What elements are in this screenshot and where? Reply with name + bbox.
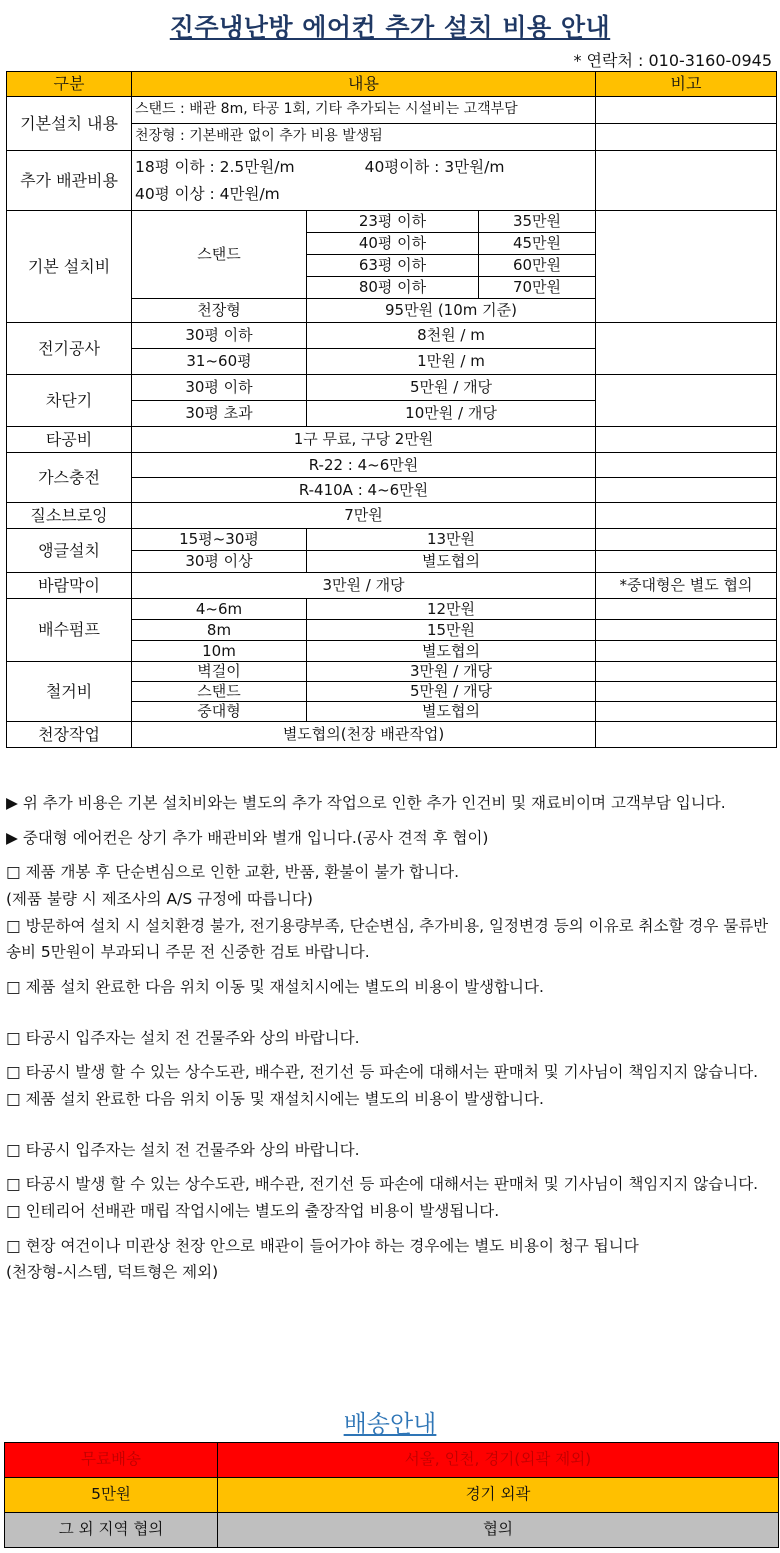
note-item: □ 타공시 발생 할 수 있는 상수도관, 배수관, 전기선 등 파손에 대해서는 판매처 및 기사님이 책임지지 않습니다.: [6, 1063, 759, 1082]
cell-text: 천장형 : 기본배관 없이 추가 비용 발생됨: [132, 124, 596, 151]
row-label: 기본설치 내용: [7, 97, 132, 151]
remark-cell: *중대형은 별도 협의: [596, 573, 777, 599]
table-row: [7, 503, 777, 529]
price-cell: 별도협의: [307, 641, 596, 662]
price-cell: 15만원: [307, 620, 596, 641]
note-item: ▶ 위 추가 비용은 기본 설치비와는 별도의 추가 작업으로 인한 추가 인건비 및 재료비이며 고객부담 입니다.: [6, 794, 726, 812]
cell-text: 스탠드 : 배관 8m, 타공 1회, 기타 추가되는 시설비는 고객부담: [132, 97, 596, 124]
price-cell: 10만원 / 개당: [307, 401, 596, 427]
note-item: □ 타공시 발생 할 수 있는 상수도관, 배수관, 전기선 등 파손에 대해서는 판매처 및 기사님이 책임지지 않습니다.: [6, 1175, 759, 1194]
price-cell: 13만원: [307, 529, 596, 551]
size-cell: 15평~30평: [132, 529, 307, 551]
price-cell: 5만원 / 개당: [307, 682, 596, 702]
remark-cell: [596, 620, 777, 641]
table-row: [7, 599, 777, 620]
price-cell: 별도협의: [307, 551, 596, 573]
remark-cell: [596, 722, 777, 748]
pipe-rate-mid: 40평이하 : 3만원/m: [364, 158, 505, 177]
row-label: 바람막이: [7, 573, 132, 599]
size-cell: 중대형: [132, 702, 307, 722]
ceiling-label: 천장형: [132, 299, 307, 323]
row-label: 가스충전: [7, 453, 132, 503]
price-cell: R-410A : 4~6만원: [132, 478, 596, 503]
price-cell: 60만원: [479, 255, 596, 277]
pipe-rate-large: 40평 이상 : 4만원/m: [135, 184, 280, 203]
remark-cell: [596, 211, 777, 323]
table-row: [7, 427, 777, 453]
price-cell: 70만원: [479, 277, 596, 299]
remark-cell: [596, 641, 777, 662]
remark-cell: [596, 151, 777, 211]
table-row: [7, 97, 777, 124]
notes-section: [6, 790, 776, 1286]
size-cell: 30평 이하: [132, 323, 307, 349]
size-cell: 31~60평: [132, 349, 307, 375]
size-cell: 30평 이상: [132, 551, 307, 573]
price-cell: 별도협의: [307, 702, 596, 722]
size-cell: 벽걸이: [132, 662, 307, 682]
size-cell: 40평 이하: [307, 233, 479, 255]
row-label: 기본 설치비: [7, 211, 132, 323]
pipe-rate-small: 18평 이하 : 2.5만원/m: [135, 158, 295, 177]
row-label: 천장작업: [7, 722, 132, 748]
remark-cell: [596, 529, 777, 551]
table-row: [7, 662, 777, 682]
note-item: □ 현장 여건이나 미관상 천장 안으로 배관이 들어가야 하는 경우에는 별도 비용이 청구 됩니다: [6, 1236, 639, 1255]
remark-cell: [596, 453, 777, 478]
row-label: 추가 배관비용: [7, 151, 132, 211]
remark-cell: [596, 97, 777, 124]
price-cell: 1만원 / m: [307, 349, 596, 375]
note-item: ▶ 중대형 에어컨은 상기 추가 배관비와 별개 입니다.(공사 견적 후 협이): [6, 828, 489, 847]
remark-cell: [596, 599, 777, 620]
table-row: [7, 529, 777, 551]
note-item: (천장형-시스템, 덕트형은 제외): [6, 1263, 219, 1282]
note-item: □ 제품 설치 완료한 다음 위치 이동 및 재설치시에는 별도의 비용이 발생합니다.: [6, 1089, 544, 1108]
remark-cell: [596, 478, 777, 503]
remark-cell: [596, 427, 777, 453]
price-cell: 12만원: [307, 599, 596, 620]
shipping-table: [4, 1442, 779, 1548]
header-content: 내용: [132, 72, 596, 97]
stand-label: 스탠드: [132, 211, 307, 299]
price-cell: 95만원 (10m 기준): [307, 299, 596, 323]
price-cell: 45만원: [479, 233, 596, 255]
row-label: 타공비: [7, 427, 132, 453]
shipping-price: 5만원: [5, 1478, 218, 1513]
price-cell: 3만원 / 개당: [307, 662, 596, 682]
size-cell: 23평 이하: [307, 211, 479, 233]
remark-cell: [596, 702, 777, 722]
shipping-region: 서울, 인천, 경기(외곽 제외): [218, 1443, 779, 1478]
row-label: 철거비: [7, 662, 132, 722]
table-row: [7, 323, 777, 349]
size-cell: 10m: [132, 641, 307, 662]
size-cell: 스탠드: [132, 682, 307, 702]
row-label: 전기공사: [7, 323, 132, 375]
price-cell: 3만원 / 개당: [132, 573, 596, 599]
table-row: [5, 1478, 779, 1513]
size-cell: 4~6m: [132, 599, 307, 620]
price-cell: 7만원: [132, 503, 596, 529]
cell-text: [132, 151, 596, 211]
table-row: [7, 151, 777, 211]
table-row: [7, 722, 777, 748]
size-cell: 8m: [132, 620, 307, 641]
table-row: [7, 453, 777, 478]
shipping-price: 무료배송: [5, 1443, 218, 1478]
remark-cell: [596, 682, 777, 702]
note-item: □ 타공시 입주자는 설치 전 건물주와 상의 바랍니다.: [6, 1028, 360, 1047]
page-title: 진주냉난방 에어컨 추가 설치 비용 안내: [169, 13, 611, 42]
shipping-region: 협의: [218, 1513, 779, 1548]
price-cell: R-22 : 4~6만원: [132, 453, 596, 478]
remark-cell: [596, 662, 777, 682]
row-label: 차단기: [7, 375, 132, 427]
remark-cell: [596, 551, 777, 573]
table-row: [7, 375, 777, 401]
row-label: 질소브로잉: [7, 503, 132, 529]
table-row: [5, 1513, 779, 1548]
size-cell: 80평 이하: [307, 277, 479, 299]
remark-cell: [596, 375, 777, 427]
size-cell: 30평 이하: [132, 375, 307, 401]
size-cell: 63평 이하: [307, 255, 479, 277]
price-cell: 35만원: [479, 211, 596, 233]
table-header: [7, 72, 777, 97]
remark-cell: [596, 124, 777, 151]
cost-table: [6, 71, 777, 748]
remark-cell: [596, 503, 777, 529]
note-item: □ 제품 개봉 후 단순변심으로 인한 교환, 반품, 환불이 불가 합니다.: [6, 863, 460, 882]
note-item: (제품 불량 시 제조사의 A/S 규정에 따릅니다): [6, 889, 313, 908]
price-cell: 5만원 / 개당: [307, 375, 596, 401]
remark-cell: [596, 323, 777, 375]
note-item: □ 제품 설치 완료한 다음 위치 이동 및 재설치시에는 별도의 비용이 발생합니다.: [6, 977, 544, 996]
price-cell: 8천원 / m: [307, 323, 596, 349]
price-cell: 1구 무료, 구당 2만원: [132, 427, 596, 453]
note-item: □ 방문하여 설치 시 설치환경 불가, 전기용량부족, 단순변심, 추가비용, 일정변경 등의 이유로 취소할 경우 물류반송비 5만원이 부과되니 주문 전 신중한 검토 바랍니다.: [6, 916, 769, 962]
table-row: [7, 573, 777, 599]
price-cell: 별도협의(천장 배관작업): [132, 722, 596, 748]
note-item: □ 타공시 입주자는 설치 전 건물주와 상의 바랍니다.: [6, 1140, 360, 1159]
shipping-price: 그 외 지역 협의: [5, 1513, 218, 1548]
size-cell: 30평 초과: [132, 401, 307, 427]
shipping-region: 경기 외곽: [218, 1478, 779, 1513]
header-remarks: 비고: [596, 72, 777, 97]
note-item: □ 인테리어 선배관 매립 작업시에는 별도의 출장작업 비용이 발생됩니다.: [6, 1201, 500, 1220]
row-label: 앵글설치: [7, 529, 132, 573]
shipping-title: 배송안내: [343, 1410, 437, 1438]
contact-info: * 연락처 : 010-3160-0945: [573, 51, 772, 70]
header-category: 구분: [7, 72, 132, 97]
row-label: 배수펌프: [7, 599, 132, 662]
table-row: [5, 1443, 779, 1478]
table-row: [7, 211, 777, 233]
